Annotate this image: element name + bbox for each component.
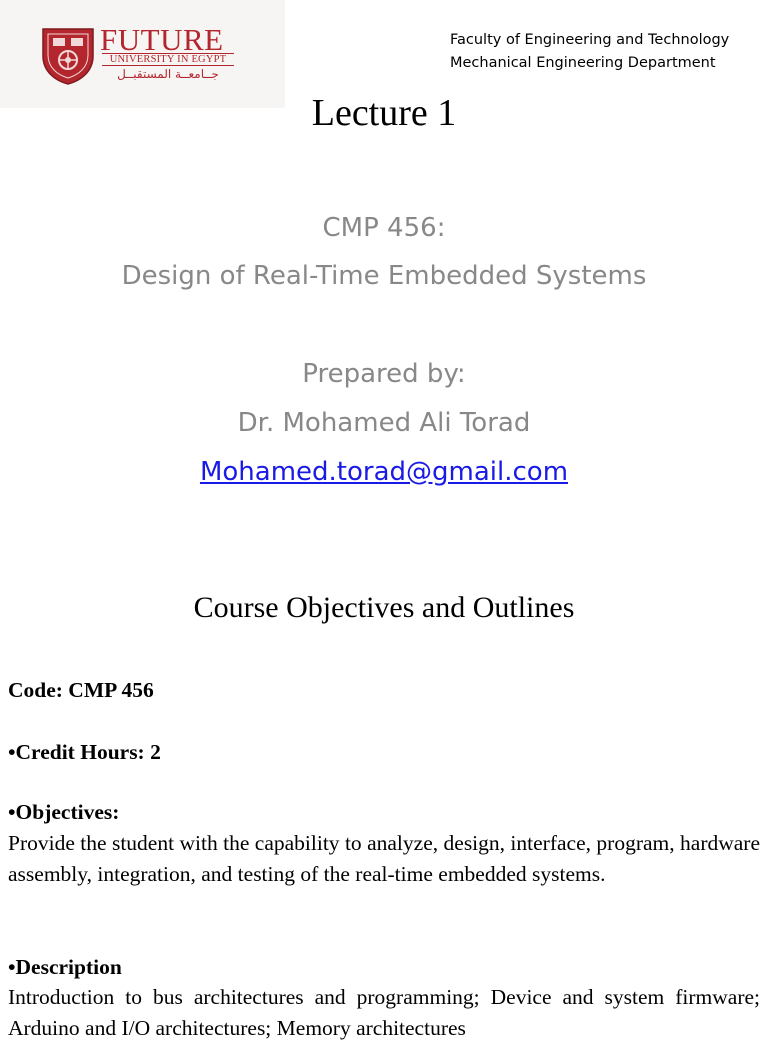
course-name: Design of Real-Time Embedded Systems — [121, 261, 647, 291]
author-email — [0, 456, 768, 488]
logo-arabic-name: جــامعــة المستقبــل — [117, 67, 219, 81]
description-text: Introduction to bus architectures and programming; Device and system firmware; Arduino and I/O architectures; Memory architectures — [8, 985, 760, 1040]
logo-wordmark: FUTURE — [100, 22, 224, 57]
description-heading: •Description — [8, 955, 122, 979]
lecture-title: Lecture 1 — [311, 92, 457, 134]
objectives-text: Provide the student with the capability to analyze, design, interface, program, hardware assembly, integration, and testing of the real-time embedded systems. — [8, 831, 760, 886]
author-name: Dr. Mohamed Ali Torad — [237, 408, 531, 438]
shield-icon — [40, 26, 96, 86]
logo-subtitle: UNIVERSITY IN EGYPT — [102, 53, 234, 66]
faculty-name: Faculty of Engineering and Technology — [450, 32, 730, 48]
section-title: Course Objectives and Outlines — [193, 591, 575, 624]
email-link[interactable]: Mohamed.torad@gmail.com — [199, 457, 569, 487]
course-code: CMP 456: — [322, 213, 446, 243]
prepared-by-label: Prepared by: — [302, 359, 466, 389]
credit-hours: •Credit Hours: 2 — [8, 740, 161, 764]
department-name: Mechanical Engineering Department — [450, 55, 716, 71]
course-code-detail: Code: CMP 456 — [8, 678, 154, 702]
objectives-heading: •Objectives: — [8, 800, 120, 824]
faculty-header — [450, 29, 729, 75]
